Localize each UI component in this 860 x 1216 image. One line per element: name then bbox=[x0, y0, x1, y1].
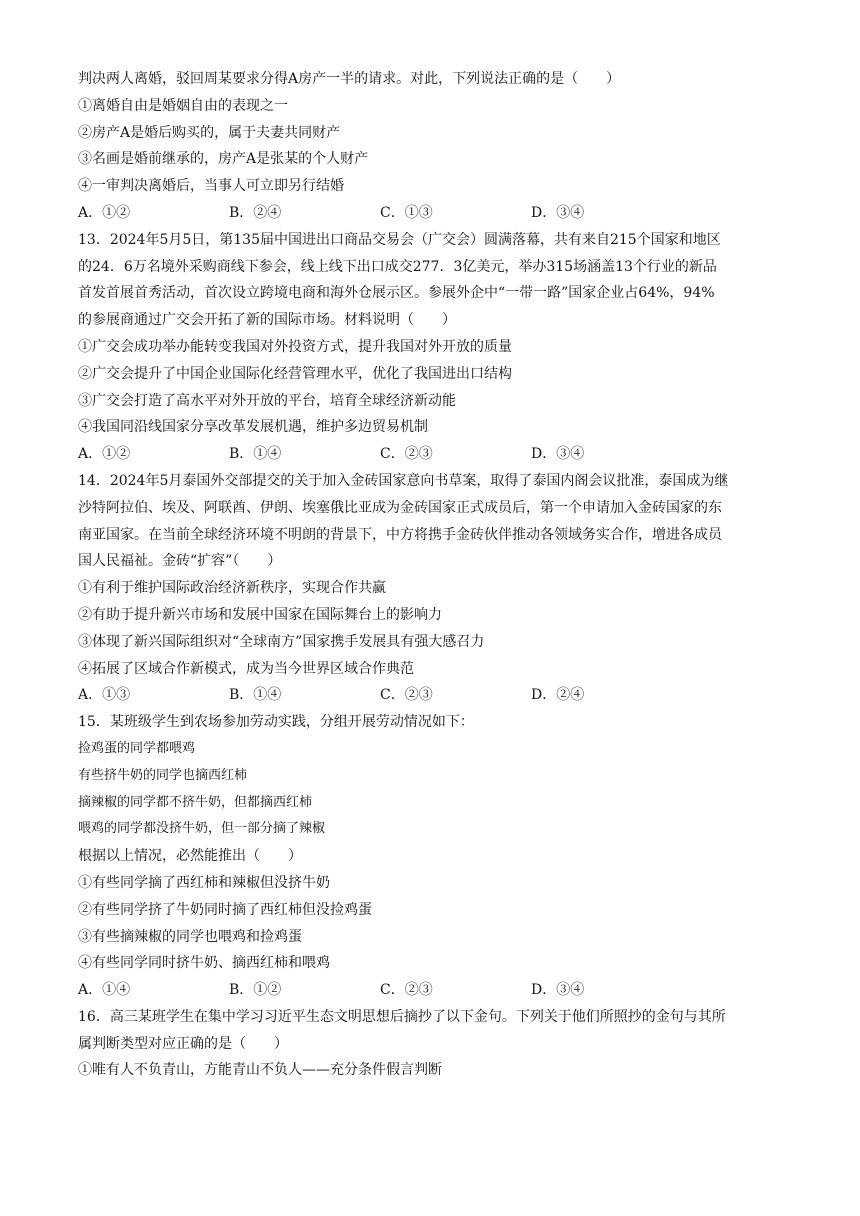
q13-stem-line-3: 首发首展首秀活动，首次设立跨境电商和海外仓展示区。参展外企中“一带一路”国家企业占64%，94% bbox=[78, 285, 715, 302]
q14-item-3: ③体现了新兴国际组织对“全球南方”国家携手发展具有强大感召力 bbox=[78, 633, 485, 650]
q13-option-b: B．①④ bbox=[229, 446, 282, 463]
q13-item-2: ②广交会提升了中国企业国际化经营管理水平，优化了我国进出口结构 bbox=[78, 365, 512, 382]
q12-item-1: ①离婚自由是婚姻自由的表现之一 bbox=[78, 97, 288, 114]
q12-option-d: D．③④ bbox=[531, 204, 585, 221]
q15-fact-3: 摘辣椒的同学都不挤牛奶，但都摘西红柿 bbox=[78, 794, 313, 810]
q12-option-c: C．①③ bbox=[380, 204, 433, 221]
q15-option-a: A．①④ bbox=[78, 982, 131, 999]
q15-fact-2: 有些挤牛奶的同学也摘西红柿 bbox=[78, 767, 248, 783]
q15-options bbox=[78, 977, 790, 1004]
exam-page bbox=[78, 66, 790, 1084]
q13-option-c: C．②③ bbox=[380, 446, 433, 463]
q14-stem-line-3: 南亚国家。在当前全球经济环境不明朗的背景下，中方将携手金砖伙伴推动各领域务实合作，增进各成员 bbox=[78, 526, 722, 543]
q13-option-a: A．①② bbox=[78, 446, 131, 463]
q15-stem: 15．某班级学生到农场参加劳动实践，分组开展劳动情况如下： bbox=[78, 714, 474, 731]
q12-item-4: ④一审判决离婚后，当事人可立即另行结婚 bbox=[78, 178, 344, 195]
q15-option-b: B．①② bbox=[229, 982, 282, 999]
q15-item-1: ①有些同学摘了西红柿和辣椒但没挤牛奶 bbox=[78, 874, 330, 891]
q15-item-3: ③有些摘辣椒的同学也喂鸡和捡鸡蛋 bbox=[78, 928, 302, 945]
q12-stem: 判决两人离婚，驳回周某要求分得A房产一半的请求。对此，下列说法正确的是（ ） bbox=[78, 71, 621, 87]
q14-options bbox=[78, 682, 790, 709]
q14-stem-line-2: 沙特阿拉伯、埃及、阿联酋、伊朗、埃塞俄比亚成为金砖国家正式成员后，第一个申请加入金砖国家的东 bbox=[78, 499, 722, 516]
q15-fact-4: 喂鸡的同学都没挤牛奶，但一部分摘了辣椒 bbox=[78, 821, 326, 837]
q14-item-1: ①有利于维护国际政治经济新秩序，实现合作共赢 bbox=[78, 580, 386, 597]
q13-options bbox=[78, 441, 790, 468]
q12-item-3: ③名画是婚前继承的，房产A是张某的个人财产 bbox=[78, 151, 369, 168]
q16-stem-line-2: 属判断类型对应正确的是（ ） bbox=[78, 1035, 288, 1052]
q14-option-c: C．②③ bbox=[380, 687, 433, 704]
q16-item-1: ①唯有人不负青山，方能青山不负人——充分条件假言判断 bbox=[78, 1062, 442, 1079]
q12-item-2: ②房产A是婚后购买的，属于夫妻共同财产 bbox=[78, 124, 341, 141]
q14-option-a: A．①③ bbox=[78, 687, 131, 704]
q15-option-c: C．②③ bbox=[380, 982, 433, 999]
q14-stem-line-1: 14．2024年5月泰国外交部提交的关于加入金砖国家意向书草案，取得了泰国内阁会议批准，泰国成为继 bbox=[78, 472, 729, 489]
q14-option-b: B．①④ bbox=[229, 687, 282, 704]
q15-option-d: D．③④ bbox=[531, 982, 585, 999]
q14-option-d: D．②④ bbox=[531, 687, 585, 704]
q13-stem-line-1: 13．2024年5月5日，第135届中国进出口商品交易会（广交会）圆满落幕，共有来自215个国家和地区 bbox=[78, 231, 721, 248]
q16-stem-line-1: 16．高三某班学生在集中学习习近平生态文明思想后摘抄了以下金句。下列关于他们所照抄的金句与其所 bbox=[78, 1008, 726, 1025]
q13-option-d: D．③④ bbox=[531, 446, 585, 463]
q13-stem-line-2: 的24．6万名境外采购商线下参会，线上线下出口成交277．3亿美元，举办315场涵盖13个行业的新品 bbox=[78, 258, 717, 275]
q15-question: 根据以上情况，必然能推出（ ） bbox=[78, 848, 302, 865]
q15-fact-1: 捡鸡蛋的同学都喂鸡 bbox=[78, 740, 196, 756]
q13-item-4: ④我国同沿线国家分享改革发展机遇，维护多边贸易机制 bbox=[78, 419, 428, 436]
q12-option-b: B．②④ bbox=[229, 204, 282, 221]
q13-stem-line-4: 的参展商通过广交会开拓了新的国际市场。材料说明（ ） bbox=[78, 312, 456, 329]
q13-item-1: ①广交会成功举办能转变我国对外投资方式，提升我国对外开放的质量 bbox=[78, 338, 512, 355]
q12-options bbox=[78, 200, 790, 227]
q14-item-2: ②有助于提升新兴市场和发展中国家在国际舞台上的影响力 bbox=[78, 606, 442, 623]
q15-item-2: ②有些同学挤了牛奶同时摘了西红柿但没捡鸡蛋 bbox=[78, 901, 372, 918]
q14-item-4: ④拓展了区域合作新模式，成为当今世界区域合作典范 bbox=[78, 660, 414, 677]
q15-item-4: ④有些同学同时挤牛奶、摘西红柿和喂鸡 bbox=[78, 955, 330, 972]
q13-item-3: ③广交会打造了高水平对外开放的平台，培育全球经济新动能 bbox=[78, 392, 456, 409]
q14-stem-line-4: 国人民福祉。金砖“扩容”（ ） bbox=[78, 553, 282, 570]
q12-option-a: A．①② bbox=[78, 204, 131, 221]
